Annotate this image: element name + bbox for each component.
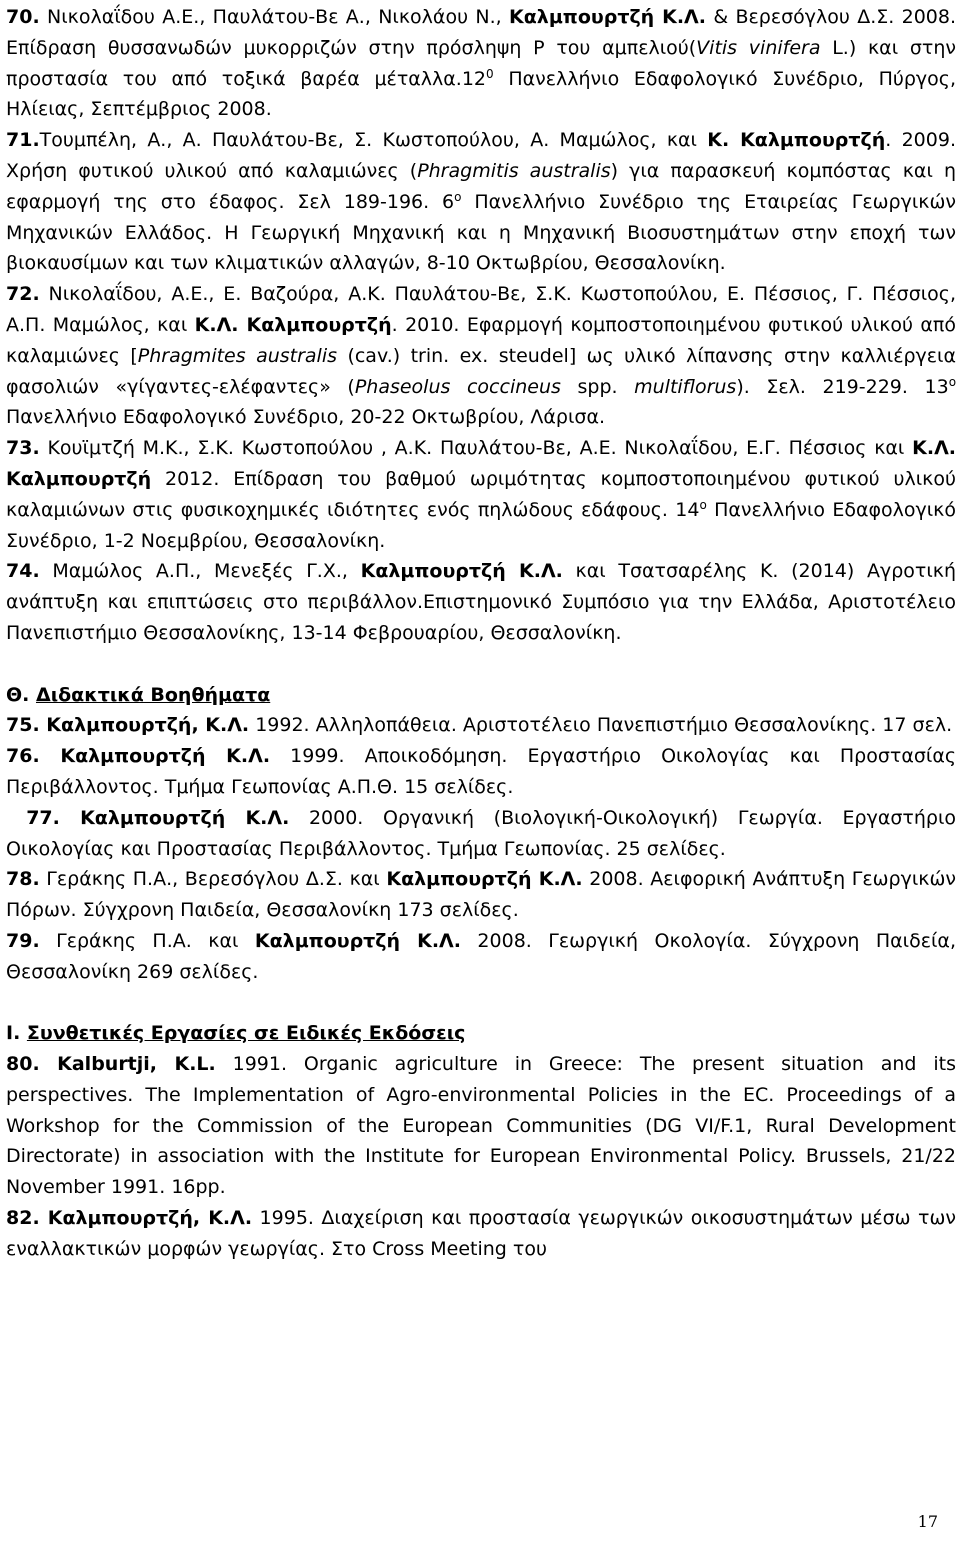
species-name: Vitis vinifera (696, 36, 821, 59)
author-highlight: Καλμπουρτζή, Κ.Λ. (39, 1207, 253, 1230)
page-number: 17 (917, 1512, 938, 1531)
reference-71: 71.Τουμπέλη, Α., Α. Παυλάτου-Βε, Σ. Κωστοπούλου, Α. Μαμώλος, και Κ. Καλμπουρτζή. 2009. Χρήση φυτικού υλικού από καλαμιώνες (Phragmitis australis) για παρασκευή κομπόστας και η εφαρμογή της στο έδαφος. Σελ 189-196. $6^o$ Πανελλήνιο Συνέδριο της Εταιρείας Γεωργικών Μηχανικών Ελλάδος. Η Γεωργική Μηχανική και η Μηχανική Βιοσυστημάτων στην εποχή των βιοκαυσίμων και των κλιματικών αλλαγών, 8-10 Οκτωβρίου, Θεσσαλονίκη. (6, 129, 956, 275)
reference-79: 79. Γεράκης Π.Α. και Καλμπουρτζή Κ.Λ. 2008. Γεωργική Οκολογία. Σύγχρονη Παιδεία, Θεσσαλονίκη 269 σελίδες. (6, 929, 956, 983)
reference-number: 79. (6, 929, 40, 952)
author-highlight: Καλμπουρτζή Κ.Λ. (39, 745, 271, 768)
reference-75: 75. Καλμπουρτζή, Κ.Λ. 1992. Αλληλοπάθεια. Αριστοτέλειο Πανεπιστήμιο Θεσσαλονίκης. 17 σελ. (6, 714, 953, 737)
reference-76: 76. Καλμπουρτζή Κ.Λ. 1999. Αποικοδόμηση. Εργαστήριο Οικολογίας και Προστασίας Περιβάλλοντος. Τμήμα Γεωπονίας Α.Π.Θ. 15 σελίδες. (6, 745, 956, 798)
section-heading-iota: Ι. Συνθετικές Εργασίες σε Ειδικές Εκδόσεις (6, 1022, 466, 1045)
author-highlight: Καλμπουρτζή Κ.Λ. (59, 806, 290, 829)
spacer (6, 649, 956, 680)
reference-77: 77. Καλμπουρτζή Κ.Λ. 2000. Οργανική (Βιολογική-Οικολογική) Γεωργία. Εργαστήριο Οικολογίας και Προστασίας Περιβάλλοντος. Τμήμα Γεωπονίας. 25 σελίδες. (6, 806, 957, 860)
author-highlight: Καλμπουρτζή Κ.Λ. (360, 560, 563, 583)
author-highlight: Καλμπουρτζή Κ.Λ. (509, 6, 706, 28)
author-highlight: Καλμπουρτζή Κ.Λ. (386, 868, 583, 891)
reference-78: 78. Γεράκης Π.Α., Βερεσόγλου Δ.Σ. και Καλμπουρτζή Κ.Λ. 2008. Αειφορική Ανάπτυξη Γεωργικών Πόρων. Σύγχρονη Παιδεία, Θεσσαλονίκη 173 σελίδες. (6, 868, 956, 922)
reference-70: 70. Νικολαΐδου Α.Ε., Παυλάτου-Βε Α., Νικολάου Ν., Καλμπουρτζή Κ.Λ. & Βερεσόγλου Δ.Σ. 2008. Επίδραση θυσσανωδών μυκορριζών στην πρόσληψη Ρ του αμπελιού(Vitis vinifera L.) και στην προστασία του από τοξικά βαρέα $\mu έ\tau\alpha\lambda\lambda\alpha.12^0$ Πανελλήνιο Εδαφολογικό Συνέδριο, Πύργος, Ηλίειας, Σεπτέμβριος 2008. (6, 6, 957, 121)
author-highlight: Κ.Λ. Καλμπουρτζή (194, 313, 392, 336)
species-name: Phaseolus coccineus (354, 375, 561, 398)
reference-number: 74. (6, 560, 40, 583)
species-name: multiflorus (634, 375, 737, 398)
reference-number: 76. (6, 745, 40, 768)
author-highlight: Κ.Λ. Καλμπουρτζή (6, 437, 956, 490)
reference-72: 72. Νικολαΐδου, Α.Ε., Ε. Βαζούρα, Α.Κ. Παυλάτου-Βε, Σ.Κ. Κωστοπούλου, Ε. Πέσσιος, Γ. Πέσσιος, Α.Π. Μαμώλος, και Κ.Λ. Καλμπουρτζή. 2010. Εφαρμογή κομποστοποιημένου φυτικού υλικού από καλαμιώνες [Phragmites australis (cav.) trin. ex. steudel] ως υλικό λίπανσης στην καλλιέργεια φασολιών «γίγαντες-ελέφαντες» (Phaseolus coccineus spp. multiflorus). Σελ. 219-229. $13^o$ Πανελλήνιο Εδαφολογικό Συνέδριο, 20-22 Οκτωβρίου, Λάρισα. (6, 283, 957, 429)
author-highlight: Κ. Καλμπουρτζή (707, 129, 886, 152)
section-heading-theta: Θ. Διδακτικά Βοηθήματα (6, 683, 271, 706)
reference-number: 75. (6, 714, 40, 737)
spacer (6, 988, 956, 1019)
reference-number: 70. (6, 6, 40, 28)
reference-number: 71. (6, 129, 40, 152)
reference-number: 73. (6, 437, 40, 460)
reference-number: 82. (6, 1207, 40, 1230)
reference-number: 72. (6, 283, 40, 306)
species-name: Phragmites australis (137, 344, 338, 367)
species-name: Phragmitis australis (417, 159, 611, 182)
reference-number: 77. (6, 806, 60, 829)
reference-82: 82. Καλμπουρτζή, Κ.Λ. 1995. Διαχείριση και προστασία γεωργικών οικοσυστημάτων μέσω των εναλλακτικών μορφών γεωργίας. Στο Cross Meeting του (6, 1207, 956, 1260)
author-highlight: Καλμπουρτζή, Κ.Λ. (39, 714, 250, 737)
reference-80: 80. Kalburtji, K.L. 1991. Organic agriculture in Greece: The present situation and its perspectives. The Implementation of Agro-environmental Policies in the EC. Proceedings of a Workshop for the Commission of the European Communities (DG VI/F.1, Rural Development Directorate) in association with the Institute for European Environmental Policy. Brussels, 21/22 November 1991. 16pp. (6, 1053, 956, 1199)
reference-73: 73. Κουϊμτζή Μ.Κ., Σ.Κ. Κωστοπούλου , Α.Κ. Παυλάτου-Βε, Α.Ε. Νικολαΐδου, Ε.Γ. Πέσσιος και Κ.Λ. Καλμπουρτζή 2012. Επίδραση του βαθμού ωριμότητας κομποστοποιημένου φυτικού υλικού καλαμιώνων στις φυσικοχημικές ιδιότητες ενός πηλώδους εδάφους. $14^o$ Πανελλήνιο Εδαφολογικό Συνέδριο, 1-2 Νοεμβρίου, Θεσσαλονίκη. (6, 437, 956, 552)
reference-number: 78. (6, 868, 40, 891)
reference-number: 80. (6, 1053, 40, 1076)
reference-74: 74. Μαμώλος Α.Π., Μενεξές Γ.Χ., Καλμπουρτζή Κ.Λ. και Τσατσαρέλης Κ. (2014) Αγροτική ανάπτυξη και επιπτώσεις στο περιβάλλον.Επιστημονικό Συμπόσιο για την Ελλάδα, Αριστοτέλειο Πανεπιστήμιο Θεσσαλονίκης, 13-14 Φεβρουαρίου, Θεσσαλονίκη. (6, 560, 957, 644)
author-highlight: Καλμπουρτζή Κ.Λ. (254, 929, 461, 952)
author-highlight: Kalburtji, K.L. (39, 1053, 216, 1076)
